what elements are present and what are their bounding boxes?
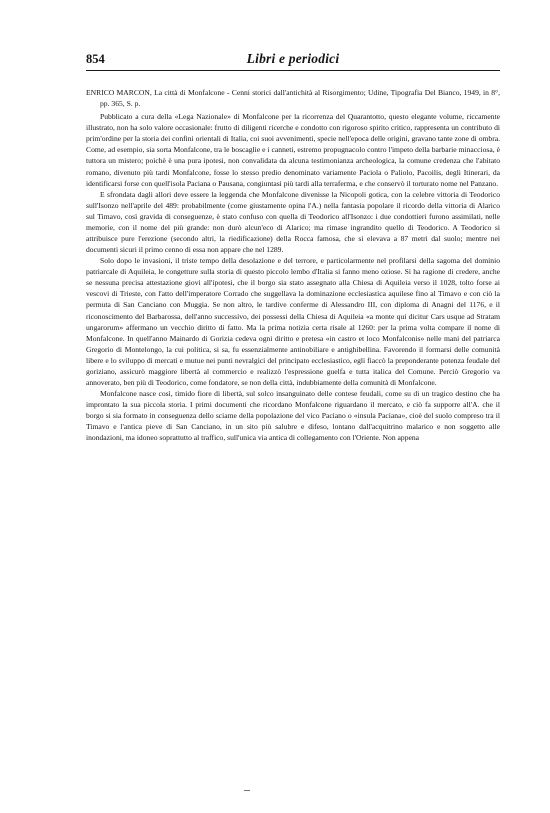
paragraph-2: E sfrondata dagli allori deve essere la leggenda che Monfalcone divenisse la Nicopoli gotica, con la celebre vittoria di Teodorico sull'Isonzo nell'aprile del 489: probabilmente (come giustamente opina l'A.) nella fantasia popolare il ricordo della vittoria di Alarico sul Timavo, così gravida di conseguenze, è stato confuso con quella di Teodorico all'Isonzo: i due condottieri furono assimilati, nelle memorie, con il nome del più grande: non durò alcun'eco di Alarico; ma rimase ingrandito quello di Teodorico. A Teodorico si attribuisce pure l'erezione (secondo altri, la riedificazione) della Rocca famosa, che si elevava a 87 metri dal suolo; mentre nei documenti sicuri il primo cenno di essa non appare che nel 1289. [86,189,500,255]
article-body [86,87,500,444]
page-number: 854 [86,52,105,66]
paragraph-1: Pubblicato a cura della «Lega Nazionale» di Monfalcone per la ricorrenza del Quarantotto, questo elegante volume, riccamente illustrato, non ha solo valore occasionale: frutto di diligenti ricerche e condotto con rigoroso spirito critico, rappresenta un contributo di prim'ordine per la storia dei confini orientali di Italia, coi suoi avvenimenti, specie nell'epoca delle origini, gravano tante zone di ombra. Come, ad esempio, sia sorta Monfalcone, tra le boscaglie e i canneti, estremo propugnacolo contro l'impeto della barbarie minacciosa, è tuttora un mistero; poichè è una pura ipotesi, non convalidata da alcuna testimonianza archeologica, la comune credenza che l'abitato romano, divenuto più tardi Monfalcone, fosse lo stesso predio denominato variamente Paciola o Paliolo, Pacoilis, degli Itinerari, da identificarsi forse con quell'isola Paciana o Pausana, congiuntasi più tardi alla terraferma, e che conservò il torturato nome nel Panzano. [86,112,500,188]
paragraph-3: Solo dopo le invasioni, il triste tempo della desolazione e del terrore, e particolarmente nel profilarsi della sagoma del dominio patriarcale di Aquileia, le congetture sulla storia di questo piccolo lembo d'Italia si fanno meno oziose. Si ha ragione di credere, anche se nessuna precisa attestazione giovi all'ipotesi, che il borgo sia stato assegnato alla Chiesa di Aquileia verso il 1028, tolto forse ai vescovi di Trieste, con l'atto dell'imperatore Corrado che suggellava la dominazione ecclesiastica aquilese fino al Timavo e con ciò la permuta di San Canciano con Muggia. Se non altro, le tardive conferme di Alessandro III, con diploma di Anagni del 1176, e il riconoscimento del Barbarossa, dell'anno successivo, dei possessi della Chiesa di Aquileia «a monte qui dicitur Cars usque ad Stratam ungarorum» affermano un vecchio diritto di fatto. Ma la prima notizia certa risale al 1260: per la prima volta compare il nome di Monfalcone. In quell'anno Mainardo di Gorizia cedeva ogni diritto e pretesa «in castro et loco Monfalconis» nelle mani del patriarca Gregorio di Montelongo, la cui politica, si sa, fu essenzialmente antinobiliare e antighibellina. Favorendo il formarsi delle comunità libere e lo sviluppo di mercati e mutue nei punti nevralgici del principato ecclesiastico, egli fiaccò la preponderante potenza feudale del goriziano, assicurò maggiore libertà al commercio e realizzò l'espressione guelfa e tutta italica del Comune. Perciò Gregorio va annoverato, ben più di Teodorico, come fondatore, se non della città, indubbiamente della comunità di Monfalcone. [86,256,500,388]
running-title: Libri e periodici [246,51,340,66]
footer-mark [244,790,250,791]
page-header [86,52,500,71]
paragraph-4: Monfalcone nasce così, timido fiore di libertà, sul solco insanguinato delle contese feudali, come su di un tragico destino che ha improntato la sua piccola storia. I primi documenti che ricordano Monfalcone riguardano il mercato, e ciò fa supporre all'A. che il borgo si sia formato in conseguenza dello sciame della popolazione del vico Paciano o «insula Paciana», cioè del suolo compreso tra il Timavo e l'antica pieve di San Canciano, in un sito più salubre e difeso, lontano dall'acquitrino malarico e non soggetto alle inondazioni, ma idoneo soprattutto al traffico, sull'unica via antica di collegamento con l'Oriente. Non appena [86,389,500,443]
book-reference: ENRICO MARCON, La città di Monfalcone - Cenni storici dall'antichità al Risorgimento; Udine, Tipografia Del Bianco, 1949, in 8°, pp. 365, S. p. [86,88,500,109]
